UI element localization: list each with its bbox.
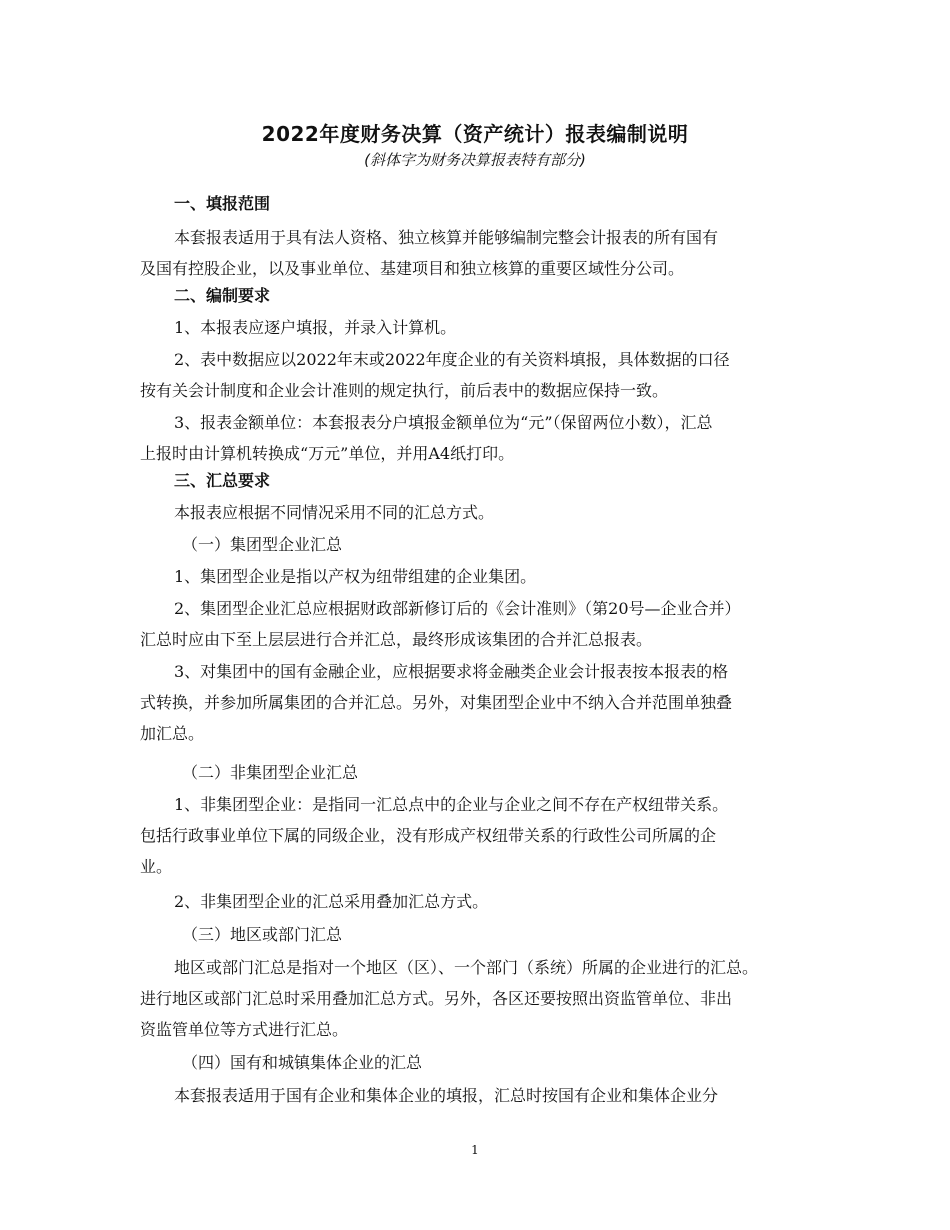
paragraph-line: 3、报表金额单位：本套报表分户填报金额单位为“元”（保留两位小数），汇总 bbox=[174, 413, 713, 432]
section-heading-aggregation: 三、汇总要求 bbox=[174, 471, 271, 490]
paragraph-line: 汇总时应由下至上层层进行合并汇总，最终形成该集团的合并汇总报表。 bbox=[140, 630, 653, 649]
paragraph-line: 1、集团型企业是指以产权为纽带组建的企业集团。 bbox=[174, 567, 537, 586]
subsection-heading: （三）地区或部门汇总 bbox=[182, 925, 343, 944]
page-subtitle: (斜体字为财务决算报表特有部分) bbox=[364, 151, 586, 169]
paragraph-line: 及国有控股企业，以及事业单位、基建项目和独立核算的重要区域性分公司。 bbox=[140, 259, 685, 278]
paragraph-line: 本套报表适用于具有法人资格、独立核算并能够编制完整会计报表的所有国有 bbox=[174, 228, 719, 247]
paragraph-line: 3、对集团中的国有金融企业，应根据要求将金融类企业会计报表按本报表的格 bbox=[174, 662, 729, 681]
subsection-heading: （二）非集团型企业汇总 bbox=[182, 763, 359, 782]
paragraph-line: 本套报表适用于国有企业和集体企业的填报，汇总时按国有企业和集体企业分 bbox=[174, 1086, 719, 1105]
subsection-heading: （一）集团型企业汇总 bbox=[182, 535, 343, 554]
paragraph-line: 1、非集团型企业：是指同一汇总点中的企业与企业之间不存在产权纽带关系。 bbox=[174, 795, 729, 814]
paragraph-line: 业。 bbox=[140, 857, 173, 876]
paragraph-line: 加汇总。 bbox=[140, 724, 205, 743]
page-number: 1 bbox=[471, 1143, 479, 1157]
paragraph-line: 式转换，并参加所属集团的合并汇总。另外，对集团型企业中不纳入合并范围单独叠 bbox=[140, 693, 733, 712]
paragraph-line: 本报表应根据不同情况采用不同的汇总方式。 bbox=[174, 503, 495, 522]
paragraph-line: 上报时由计算机转换成“万元”单位，并用A4纸打印。 bbox=[140, 444, 515, 463]
section-heading-scope: 一、填报范围 bbox=[174, 194, 271, 213]
section-heading-requirements: 二、编制要求 bbox=[174, 286, 271, 305]
page-title: 2022年度财务决算（资产统计）报表编制说明 bbox=[261, 122, 689, 146]
paragraph-line: 2、非集团型企业的汇总采用叠加汇总方式。 bbox=[174, 892, 489, 911]
paragraph-line: 包括行政事业单位下属的同级企业，没有形成产权纽带关系的行政性公司所属的企 bbox=[140, 826, 717, 845]
paragraph-line: 按有关会计制度和企业会计准则的规定执行，前后表中的数据应保持一致。 bbox=[140, 381, 669, 400]
paragraph-line: 2、表中数据应以2022年末或2022年度企业的有关资料填报，具体数据的口径 bbox=[174, 350, 730, 369]
subsection-heading: （四）国有和城镇集体企业的汇总 bbox=[182, 1053, 423, 1072]
paragraph-line: 2、集团型企业汇总应根据财政部新修订后的《会计准则》（第20号—企业合并） bbox=[174, 599, 741, 618]
paragraph-line: 地区或部门汇总是指对一个地区（区）、一个部门（系统）所属的企业进行的汇总。 bbox=[174, 958, 759, 977]
paragraph-line: 进行地区或部门汇总时采用叠加汇总方式。另外，各区还要按照出资监管单位、非出 bbox=[140, 989, 733, 1008]
paragraph-line: 1、本报表应逐户填报，并录入计算机。 bbox=[174, 318, 457, 337]
paragraph-line: 资监管单位等方式进行汇总。 bbox=[140, 1020, 349, 1039]
